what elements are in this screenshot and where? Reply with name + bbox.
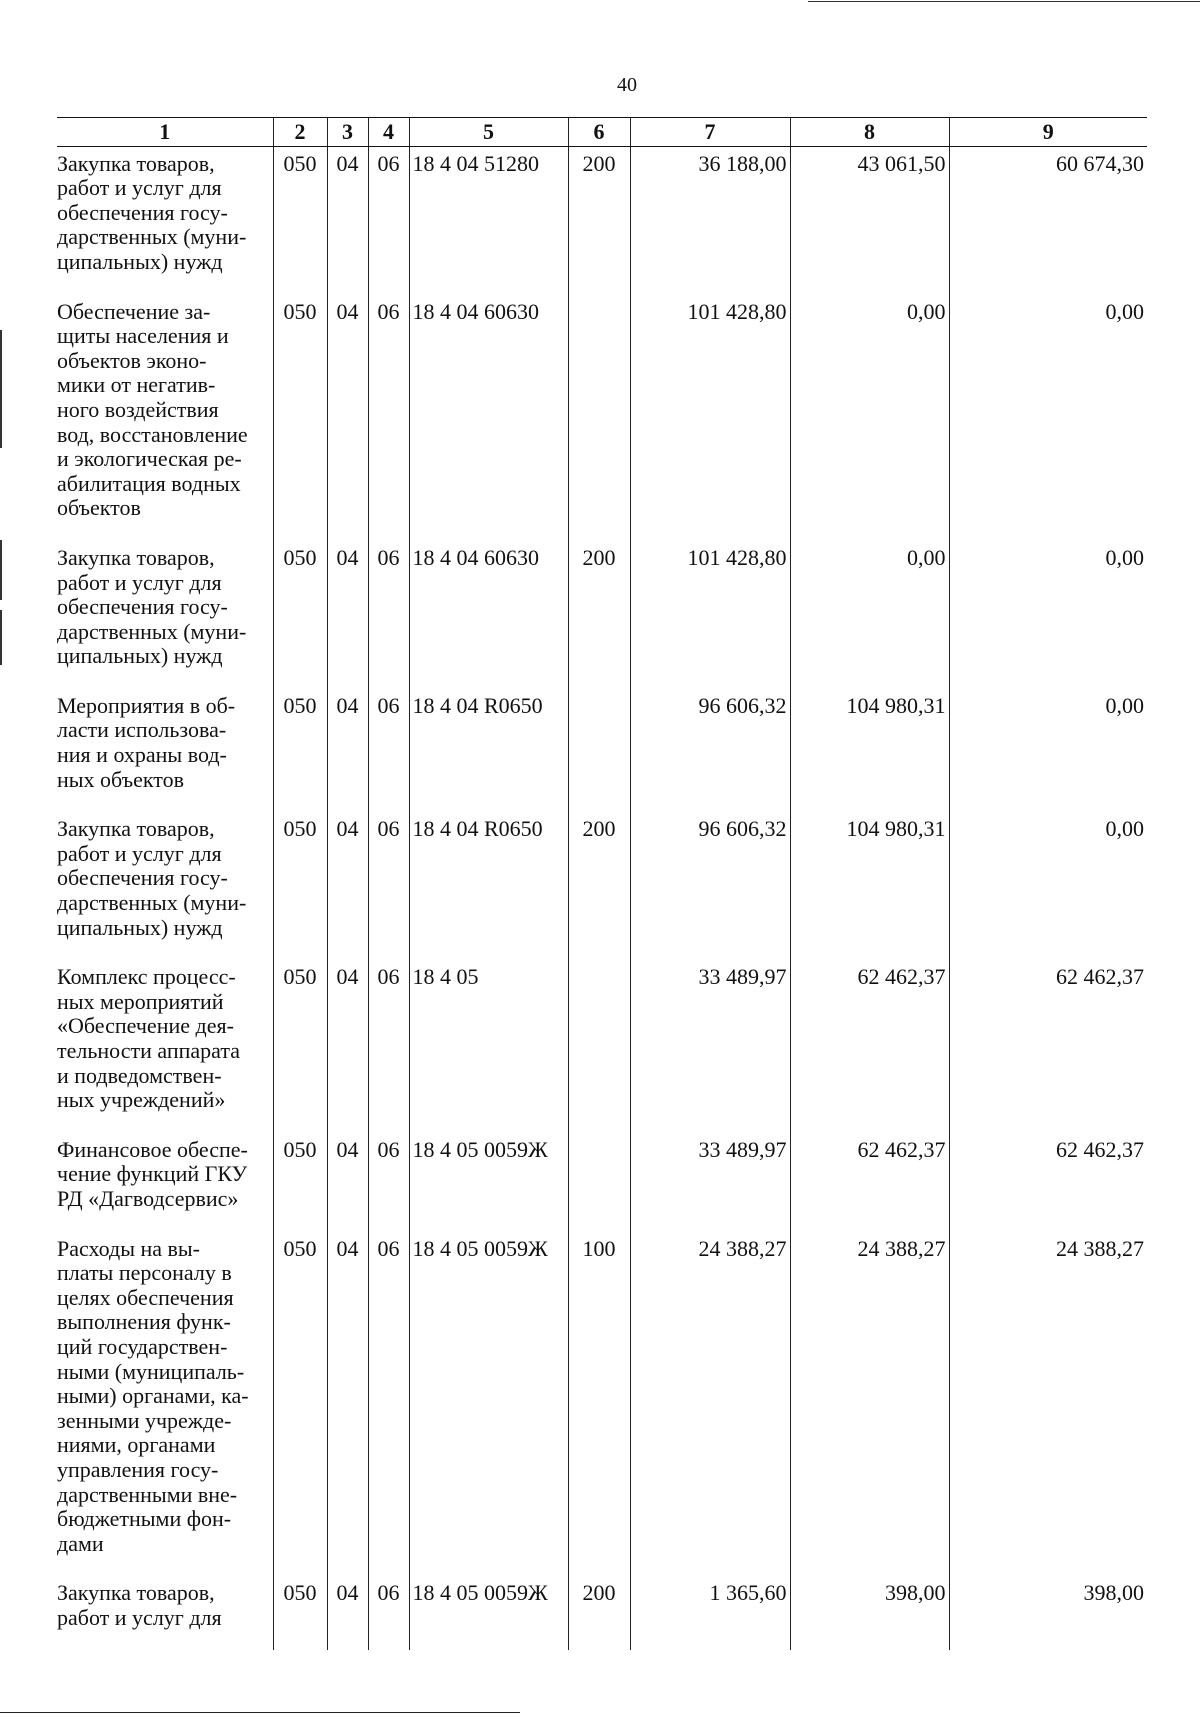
cell-amount-col8: 398,00	[790, 1576, 949, 1650]
cell-section: 04	[327, 1133, 368, 1232]
cell-target-article: 18 4 04 51280	[409, 146, 568, 294]
cell-section: 04	[327, 1232, 368, 1577]
cell-name	[57, 960, 273, 1133]
cell-name	[57, 812, 273, 960]
cell-amount-col7: 101 428,80	[630, 295, 790, 541]
column-header: 8	[790, 118, 949, 147]
column-header: 4	[368, 118, 409, 147]
cell-ministry-code: 050	[273, 1576, 327, 1650]
cell-subsection: 06	[368, 295, 409, 541]
column-header: 6	[568, 118, 630, 147]
cell-section: 04	[327, 295, 368, 541]
table-row	[57, 689, 1147, 812]
scan-margin-mark	[0, 610, 2, 665]
cell-amount-col8: 0,00	[790, 541, 949, 689]
cell-amount-col8: 0,00	[790, 295, 949, 541]
cell-amount-col7: 24 388,27	[630, 1232, 790, 1577]
column-header: 2	[273, 118, 327, 147]
table-row	[57, 1232, 1147, 1577]
cell-ministry-code: 050	[273, 960, 327, 1133]
cell-target-article: 18 4 04 60630	[409, 541, 568, 689]
cell-ministry-code: 050	[273, 1232, 327, 1577]
cell-expense-type	[568, 295, 630, 541]
row-name-text: Закупка товаров, работ и услуг для	[57, 1580, 222, 1630]
row-name-text: Закупка товаров, работ и услуг для обеспечения госу- дарственных (муни- ципальных) нужд	[57, 544, 247, 669]
cell-ministry-code: 050	[273, 689, 327, 812]
row-name-text: Закупка товаров, работ и услуг для обеспечения госу- дарственных (муни- ципальных) нужд	[57, 150, 247, 274]
row-name-text: Комплекс процесс- ных мероприятий «Обеспечение дея- тельности аппарата и подведомствен- ных учреждений»	[57, 964, 240, 1113]
scan-margin-mark	[0, 330, 2, 448]
cell-amount-col7: 33 489,97	[630, 1133, 790, 1232]
cell-expense-type: 200	[568, 1576, 630, 1650]
cell-amount-col9: 0,00	[949, 689, 1147, 812]
table-row	[57, 295, 1147, 541]
cell-amount-col7: 36 188,00	[630, 146, 790, 294]
cell-amount-col7: 96 606,32	[630, 689, 790, 812]
cell-expense-type: 200	[568, 541, 630, 689]
page-number: 40	[617, 74, 637, 96]
cell-expense-type: 200	[568, 146, 630, 294]
table-row	[57, 812, 1147, 960]
cell-amount-col9: 0,00	[949, 812, 1147, 960]
cell-subsection: 06	[368, 541, 409, 689]
cell-amount-col9: 62 462,37	[949, 960, 1147, 1133]
cell-target-article: 18 4 04 R0650	[409, 689, 568, 812]
table-row	[57, 146, 1147, 294]
column-header: 1	[57, 118, 273, 147]
table-row	[57, 960, 1147, 1133]
cell-expense-type	[568, 1133, 630, 1232]
table-header-row	[57, 118, 1147, 147]
cell-target-article: 18 4 05	[409, 960, 568, 1133]
row-name-text: Расходы на вы- платы персоналу в целях обеспечения выполнения функ- ций государствен- ными (муниципаль- ными) органами, ка- зенными учрежде- ниями, органами управления госу- дарственными вне- бюджетными фон- дами	[57, 1235, 249, 1556]
cell-section: 04	[327, 689, 368, 812]
row-name-text: Мероприятия в об- ласти использова- ния и охраны вод- ных объектов	[57, 692, 236, 792]
cell-expense-type: 100	[568, 1232, 630, 1577]
cell-amount-col9: 398,00	[949, 1576, 1147, 1650]
column-header: 3	[327, 118, 368, 147]
cell-name	[57, 541, 273, 689]
cell-section: 04	[327, 1576, 368, 1650]
cell-subsection: 06	[368, 1133, 409, 1232]
row-name-text: Закупка товаров, работ и услуг для обеспечения госу- дарственных (муни- ципальных) нужд	[57, 816, 247, 940]
row-name-text: Обеспечение за- щиты населения и объектов эконо- мики от негатив- ного воздействия вод, восстановление и экологическая ре- абилитация водных объектов	[57, 298, 248, 521]
cell-amount-col8: 104 980,31	[790, 812, 949, 960]
cell-subsection: 06	[368, 960, 409, 1133]
cell-amount-col7: 33 489,97	[630, 960, 790, 1133]
cell-amount-col9: 62 462,37	[949, 1133, 1147, 1232]
table-row	[57, 1576, 1147, 1650]
cell-section: 04	[327, 541, 368, 689]
cell-expense-type: 200	[568, 812, 630, 960]
cell-section: 04	[327, 146, 368, 294]
cell-target-article: 18 4 04 R0650	[409, 812, 568, 960]
cell-subsection: 06	[368, 812, 409, 960]
cell-amount-col7: 96 606,32	[630, 812, 790, 960]
cell-amount-col8: 62 462,37	[790, 960, 949, 1133]
table-row	[57, 541, 1147, 689]
cell-section: 04	[327, 812, 368, 960]
row-name-text: Финансовое обеспе- чение функций ГКУ РД «Дагводсервис»	[57, 1136, 248, 1211]
cell-name	[57, 295, 273, 541]
cell-target-article: 18 4 05 0059Ж	[409, 1133, 568, 1232]
table-row	[57, 1133, 1147, 1232]
budget-table-container	[57, 117, 1147, 1650]
cell-target-article: 18 4 05 0059Ж	[409, 1576, 568, 1650]
cell-ministry-code: 050	[273, 812, 327, 960]
cell-amount-col9: 0,00	[949, 295, 1147, 541]
cell-subsection: 06	[368, 1232, 409, 1577]
cell-name	[57, 1133, 273, 1232]
cell-subsection: 06	[368, 1576, 409, 1650]
cell-section: 04	[327, 960, 368, 1133]
cell-target-article: 18 4 04 60630	[409, 295, 568, 541]
column-header: 9	[949, 118, 1147, 147]
column-header: 5	[409, 118, 568, 147]
scan-edge-rule-top	[808, 1, 1200, 2]
cell-amount-col8: 24 388,27	[790, 1232, 949, 1577]
cell-amount-col7: 1 365,60	[630, 1576, 790, 1650]
cell-name	[57, 1576, 273, 1650]
cell-ministry-code: 050	[273, 146, 327, 294]
cell-amount-col8: 62 462,37	[790, 1133, 949, 1232]
scan-margin-mark	[0, 540, 2, 600]
cell-subsection: 06	[368, 689, 409, 812]
cell-amount-col8: 104 980,31	[790, 689, 949, 812]
budget-table	[57, 117, 1147, 1650]
cell-name	[57, 1232, 273, 1577]
cell-target-article: 18 4 05 0059Ж	[409, 1232, 568, 1577]
cell-name	[57, 146, 273, 294]
cell-name	[57, 689, 273, 812]
cell-expense-type	[568, 689, 630, 812]
cell-expense-type	[568, 960, 630, 1133]
cell-ministry-code: 050	[273, 1133, 327, 1232]
cell-amount-col7: 101 428,80	[630, 541, 790, 689]
cell-amount-col9: 60 674,30	[949, 146, 1147, 294]
cell-ministry-code: 050	[273, 295, 327, 541]
cell-subsection: 06	[368, 146, 409, 294]
cell-amount-col8: 43 061,50	[790, 146, 949, 294]
cell-amount-col9: 24 388,27	[949, 1232, 1147, 1577]
cell-ministry-code: 050	[273, 541, 327, 689]
column-header: 7	[630, 118, 790, 147]
scan-edge-rule-bottom	[0, 1712, 520, 1713]
cell-amount-col9: 0,00	[949, 541, 1147, 689]
